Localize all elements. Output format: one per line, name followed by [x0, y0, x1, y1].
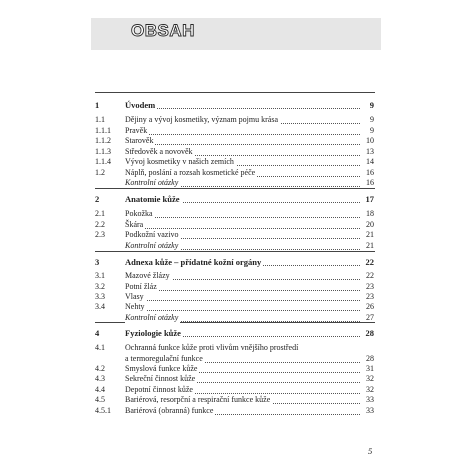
toc-entry-title: Středověk a novověk — [125, 147, 193, 156]
toc-entry-number: 3.1 — [95, 271, 105, 280]
toc-entry-number: 4 — [95, 328, 100, 338]
toc-entry-number: 4.4 — [95, 385, 105, 394]
toc-entry-page: 14 — [366, 157, 374, 166]
toc-entry-page: 9 — [370, 126, 374, 135]
dot-leader — [125, 126, 360, 135]
toc-entry-title: Podkožní vazivo — [125, 230, 179, 239]
toc-entry-page: 10 — [366, 136, 374, 145]
toc-entry-page: 22 — [366, 271, 374, 280]
toc-entry-page: 28 — [365, 328, 374, 338]
toc-entry-title: Ochranná funkce kůže proti vlivům vnějšího prostředí — [125, 343, 299, 352]
toc-entry-title: Fyziologie kůže — [125, 328, 181, 338]
toc-entry-page: 17 — [365, 194, 374, 204]
toc-entry-page: 16 — [366, 168, 374, 177]
toc-entry-page: 33 — [366, 395, 374, 404]
chapter-separator — [95, 92, 375, 93]
toc-entry-title: Nehty — [125, 302, 145, 311]
toc-entry-number: 1.1.3 — [95, 147, 111, 156]
toc-entry-title: Škára — [125, 220, 144, 229]
toc-entry-title: Anatomie kůže — [125, 194, 180, 204]
toc-entry-number: 4.3 — [95, 374, 105, 383]
page-title: OBSAH — [131, 21, 195, 40]
toc-entry-number: 2 — [95, 194, 100, 204]
toc-entry-title: Kontrolní otázky — [125, 178, 179, 187]
toc-entry-number: 4.2 — [95, 364, 105, 373]
toc-entry-title: Starověk — [125, 136, 154, 145]
toc-entry-page: 23 — [366, 282, 374, 291]
toc-entry-title: Potní žláz — [125, 282, 157, 291]
toc-entry-number: 1 — [95, 100, 100, 110]
toc-entry-number: 1.1.2 — [95, 136, 111, 145]
dot-leader — [125, 292, 360, 301]
toc-entry-title: Vlasy — [125, 292, 144, 301]
toc-entry-number: 1.1.4 — [95, 157, 111, 166]
toc-entry-page: 21 — [366, 230, 374, 239]
toc-entry-page: 32 — [366, 385, 374, 394]
toc-entry-title: Bariérová (obranná) funkce — [125, 406, 214, 415]
toc-entry-title: Kontrolní otázky — [125, 313, 179, 322]
toc-entry-page: 21 — [366, 241, 374, 250]
toc-entry-number: 3.3 — [95, 292, 105, 301]
toc-entry-page: 31 — [366, 364, 374, 373]
dot-leader — [125, 282, 360, 291]
dot-leader — [125, 302, 360, 311]
toc-entry-title: Dějiny a vývoj kosmetiky, význam pojmu krása — [125, 115, 279, 124]
toc-entry-number: 3.2 — [95, 282, 105, 291]
toc-entry-page: 9 — [369, 100, 374, 110]
toc-entry-number: 2.1 — [95, 209, 105, 218]
chapter-separator — [95, 188, 375, 189]
toc-entry-number: 4.5.1 — [95, 406, 111, 415]
toc-entry-page: 33 — [366, 406, 374, 415]
dot-leader — [125, 136, 360, 145]
toc-entry-title: Smyslová funkce kůže — [125, 364, 198, 373]
toc-entry-page: 22 — [365, 257, 374, 267]
toc-entry-number: 4.1 — [95, 343, 105, 352]
toc-entry-title: Mazové žlázy — [125, 271, 170, 280]
toc-entry-page: 9 — [370, 115, 374, 124]
toc-entry-title: Kontrolní otázky — [125, 241, 179, 250]
toc-entry-title: Pokožka — [125, 209, 153, 218]
toc-entry-number: 1.2 — [95, 168, 105, 177]
toc-entry-number: 4.5 — [95, 395, 105, 404]
toc-entry-page: 20 — [366, 220, 374, 229]
dot-leader — [125, 100, 360, 109]
toc-entry-title: a termoregulační funkce — [125, 354, 203, 363]
toc-entry-page: 16 — [366, 178, 374, 187]
toc-entry-page: 18 — [366, 209, 374, 218]
toc-entry-title: Vývoj kosmetiky v našich zemích — [125, 157, 234, 166]
toc-entry-number: 3 — [95, 257, 100, 267]
toc-entry-page: 28 — [366, 354, 374, 363]
toc-entry-page: 27 — [366, 313, 374, 322]
toc-entry-page: 13 — [366, 147, 374, 156]
toc-entry-page: 26 — [366, 302, 374, 311]
toc-entry-number: 2.3 — [95, 230, 105, 239]
page-number: 5 — [368, 446, 373, 456]
toc-entry-title: Pravěk — [125, 126, 148, 135]
toc-entry-title: Sekreční činnost kůže — [125, 374, 196, 383]
toc-entry-title: Depotní činnost kůže — [125, 385, 193, 394]
toc-entry-title: Adnexa kůže – přídatné kožní orgány — [125, 257, 262, 267]
chapter-separator — [95, 251, 375, 252]
dot-leader — [125, 209, 360, 218]
toc-entry-number: 1.1 — [95, 115, 105, 124]
toc-entry-number: 2.2 — [95, 220, 105, 229]
toc-entry-page: 23 — [366, 292, 374, 301]
toc-entry-title: Náplň, poslání a rozsah kosmetické péče — [125, 168, 256, 177]
toc-entry-title: Bariérová, resorpční a respirační funkce kůže — [125, 395, 271, 404]
toc-entry-page: 32 — [366, 374, 374, 383]
toc-entry-number: 1.1.1 — [95, 126, 111, 135]
toc-entry-title: Úvodem — [125, 100, 156, 110]
dot-leader — [125, 220, 360, 229]
toc-entry-number: 3.4 — [95, 302, 105, 311]
